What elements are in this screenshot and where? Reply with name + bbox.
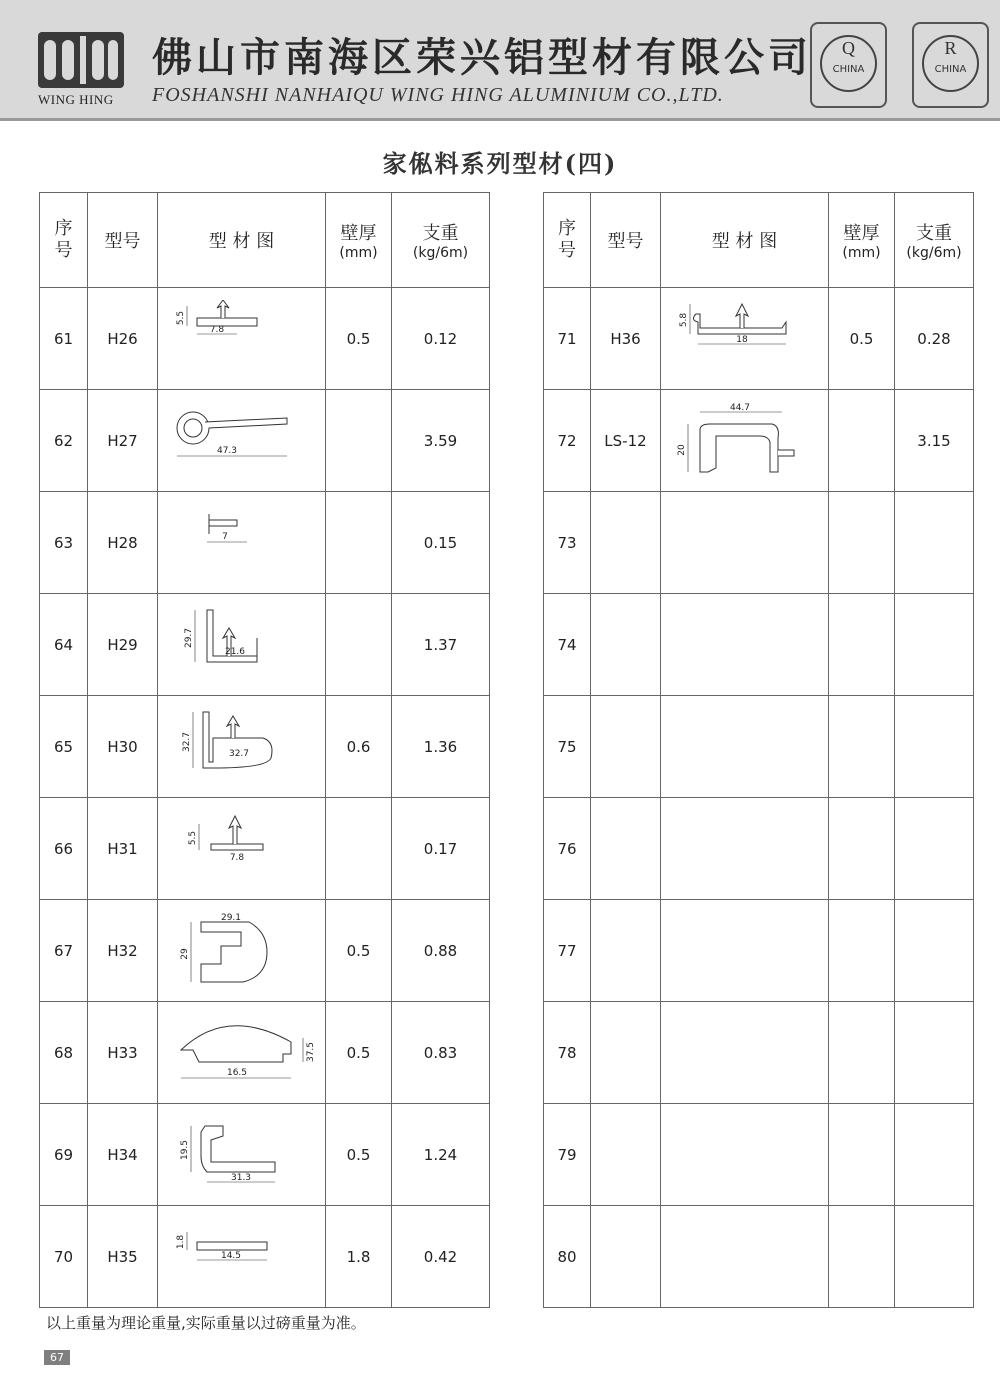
model-cell bbox=[591, 1104, 661, 1206]
drawing-cell bbox=[158, 288, 326, 390]
weight-cell: 0.42 bbox=[392, 1206, 490, 1308]
table-row bbox=[40, 390, 490, 492]
drawing-cell bbox=[661, 798, 829, 900]
dimension-label: 7 bbox=[221, 531, 228, 542]
dimension-label: 31.3 bbox=[230, 1172, 251, 1183]
seq-cell: 62 bbox=[40, 390, 88, 492]
seq-cell: 76 bbox=[544, 798, 591, 900]
model-cell: H31 bbox=[88, 798, 158, 900]
seq-cell: 71 bbox=[544, 288, 591, 390]
seq-cell: 74 bbox=[544, 594, 591, 696]
thickness-cell bbox=[326, 798, 392, 900]
profile-drawing bbox=[167, 1116, 317, 1194]
cert-badge-q bbox=[810, 22, 887, 108]
dimension-label: 1.8 bbox=[175, 1234, 186, 1249]
table-row bbox=[544, 1002, 974, 1104]
profile-drawing bbox=[670, 300, 820, 378]
seq-cell: 78 bbox=[544, 1002, 591, 1104]
thickness-cell: 0.5 bbox=[829, 288, 895, 390]
thickness-cell bbox=[326, 390, 392, 492]
profile-drawing bbox=[167, 912, 317, 990]
weight-cell: 1.24 bbox=[392, 1104, 490, 1206]
seq-cell: 79 bbox=[544, 1104, 591, 1206]
model-cell: LS-12 bbox=[591, 390, 661, 492]
model-cell: H30 bbox=[88, 696, 158, 798]
model-cell: H32 bbox=[88, 900, 158, 1002]
dimension-label: 7.8 bbox=[209, 324, 224, 335]
dimension-label: 7.8 bbox=[229, 852, 244, 863]
thickness-cell bbox=[326, 492, 392, 594]
dimension-label: 21.6 bbox=[224, 646, 245, 657]
weight-cell bbox=[895, 1104, 974, 1206]
model-cell bbox=[591, 492, 661, 594]
thickness-cell bbox=[829, 492, 895, 594]
drawing-cell bbox=[158, 1104, 326, 1206]
thickness-cell bbox=[829, 696, 895, 798]
seq-cell: 68 bbox=[40, 1002, 88, 1104]
cert-letter: Q bbox=[842, 38, 855, 58]
weight-cell bbox=[895, 696, 974, 798]
drawing-cell bbox=[661, 390, 829, 492]
model-cell: H36 bbox=[591, 288, 661, 390]
model-cell bbox=[591, 900, 661, 1002]
cert-letter: R bbox=[944, 38, 957, 58]
thickness-cell: 0.5 bbox=[326, 900, 392, 1002]
dimension-label: 5.8 bbox=[678, 312, 689, 327]
thickness-cell: 0.5 bbox=[326, 1002, 392, 1104]
weight-cell: 0.88 bbox=[392, 900, 490, 1002]
dimension-label: 5.5 bbox=[187, 830, 198, 845]
thickness-cell bbox=[829, 390, 895, 492]
drawing-cell bbox=[158, 696, 326, 798]
company-logo bbox=[38, 32, 124, 88]
table-row bbox=[544, 1206, 974, 1308]
profile-drawing bbox=[167, 810, 317, 888]
thickness-cell bbox=[326, 594, 392, 696]
dimension-label: 37.5 bbox=[305, 1041, 316, 1062]
drawing-cell bbox=[158, 798, 326, 900]
weight-cell: 3.15 bbox=[895, 390, 974, 492]
drawing-cell bbox=[158, 390, 326, 492]
weight-cell bbox=[895, 900, 974, 1002]
table-row bbox=[544, 492, 974, 594]
model-cell: H33 bbox=[88, 1002, 158, 1104]
drawing-cell bbox=[661, 1104, 829, 1206]
col-weight: 支重 (kg/6m) bbox=[895, 193, 974, 288]
model-cell bbox=[591, 1206, 661, 1308]
thickness-cell bbox=[829, 900, 895, 1002]
drawing-cell bbox=[158, 594, 326, 696]
col-model: 型号 bbox=[591, 193, 661, 288]
table-row bbox=[544, 594, 974, 696]
table-row bbox=[544, 390, 974, 492]
profile-drawing bbox=[167, 504, 317, 582]
weight-cell bbox=[895, 594, 974, 696]
seq-cell: 61 bbox=[40, 288, 88, 390]
dimension-label: 29 bbox=[179, 947, 190, 960]
table-header-row bbox=[40, 193, 490, 288]
model-cell bbox=[591, 696, 661, 798]
drawing-cell bbox=[158, 1002, 326, 1104]
table-row bbox=[40, 1104, 490, 1206]
weight-cell bbox=[895, 1206, 974, 1308]
drawing-cell bbox=[661, 1002, 829, 1104]
page-number: 67 bbox=[44, 1350, 70, 1365]
dimension-label: 14.5 bbox=[220, 1250, 241, 1261]
model-cell bbox=[591, 1002, 661, 1104]
seq-cell: 70 bbox=[40, 1206, 88, 1308]
dimension-label: 44.7 bbox=[729, 402, 750, 413]
dimension-label: 47.3 bbox=[216, 445, 237, 456]
table-row bbox=[40, 900, 490, 1002]
thickness-cell: 0.5 bbox=[326, 1104, 392, 1206]
dimension-label: 32.7 bbox=[181, 731, 192, 752]
model-cell: H27 bbox=[88, 390, 158, 492]
dimension-label: 16.5 bbox=[226, 1067, 247, 1078]
weight-cell: 1.36 bbox=[392, 696, 490, 798]
drawing-cell bbox=[661, 1206, 829, 1308]
profile-drawing bbox=[167, 708, 317, 786]
weight-cell: 3.59 bbox=[392, 390, 490, 492]
company-name-en: FOSHANSHI NANHAIQU WING HING ALUMINIUM CO.,LTD. bbox=[152, 84, 724, 106]
profile-drawing bbox=[670, 402, 820, 480]
cert-badge-r bbox=[912, 22, 989, 108]
table-row bbox=[544, 1104, 974, 1206]
table-row bbox=[40, 696, 490, 798]
col-weight: 支重 (kg/6m) bbox=[392, 193, 490, 288]
weight-cell bbox=[895, 1002, 974, 1104]
seq-cell: 75 bbox=[544, 696, 591, 798]
dimension-label: 18 bbox=[735, 334, 748, 345]
weight-cell: 1.37 bbox=[392, 594, 490, 696]
footer-note: 以上重量为理论重量,实际重量以过磅重量为准。 bbox=[46, 1314, 366, 1332]
profile-drawing bbox=[167, 1218, 317, 1296]
profile-drawing bbox=[167, 606, 317, 684]
dimension-label: 5.5 bbox=[175, 310, 186, 325]
table-row bbox=[40, 1002, 490, 1104]
drawing-cell bbox=[661, 594, 829, 696]
dimension-label: 29.1 bbox=[220, 912, 241, 923]
weight-cell: 0.17 bbox=[392, 798, 490, 900]
model-cell: H28 bbox=[88, 492, 158, 594]
col-drawing: 型 材 图 bbox=[158, 193, 326, 288]
table-row bbox=[544, 900, 974, 1002]
table-row bbox=[40, 288, 490, 390]
seq-cell: 80 bbox=[544, 1206, 591, 1308]
profile-drawing bbox=[167, 300, 317, 378]
weight-cell bbox=[895, 492, 974, 594]
model-cell bbox=[591, 594, 661, 696]
model-cell: H34 bbox=[88, 1104, 158, 1206]
drawing-cell bbox=[661, 900, 829, 1002]
seq-cell: 69 bbox=[40, 1104, 88, 1206]
table-header-row bbox=[544, 193, 974, 288]
weight-cell: 0.15 bbox=[392, 492, 490, 594]
thickness-cell bbox=[829, 1104, 895, 1206]
seq-cell: 66 bbox=[40, 798, 88, 900]
thickness-cell bbox=[829, 594, 895, 696]
table-row bbox=[544, 798, 974, 900]
thickness-cell: 0.5 bbox=[326, 288, 392, 390]
col-drawing: 型 材 图 bbox=[661, 193, 829, 288]
drawing-cell bbox=[661, 288, 829, 390]
thickness-cell: 1.8 bbox=[326, 1206, 392, 1308]
drawing-cell bbox=[158, 492, 326, 594]
table-row bbox=[40, 594, 490, 696]
weight-cell bbox=[895, 798, 974, 900]
dimension-label: 20 bbox=[676, 443, 687, 456]
drawing-cell bbox=[661, 492, 829, 594]
model-cell: H29 bbox=[88, 594, 158, 696]
cert-country: CHINA bbox=[832, 64, 865, 75]
weight-cell: 0.12 bbox=[392, 288, 490, 390]
col-thickness: 壁厚 (mm) bbox=[326, 193, 392, 288]
dimension-label: 32.7 bbox=[228, 748, 249, 759]
seq-cell: 63 bbox=[40, 492, 88, 594]
logo-text: WING HING bbox=[38, 92, 114, 107]
page-title: 家俬料系列型材(四) bbox=[382, 149, 618, 178]
model-cell: H35 bbox=[88, 1206, 158, 1308]
page-header bbox=[0, 0, 1000, 121]
table-row bbox=[40, 1206, 490, 1308]
drawing-cell bbox=[158, 900, 326, 1002]
seq-cell: 72 bbox=[544, 390, 591, 492]
drawing-cell bbox=[661, 696, 829, 798]
drawing-cell bbox=[158, 1206, 326, 1308]
thickness-cell: 0.6 bbox=[326, 696, 392, 798]
dimension-label: 29.7 bbox=[183, 627, 194, 648]
profile-table-left bbox=[39, 192, 490, 1308]
profile-drawing bbox=[167, 402, 317, 480]
profile-drawing bbox=[167, 1014, 317, 1092]
seq-cell: 67 bbox=[40, 900, 88, 1002]
weight-cell: 0.28 bbox=[895, 288, 974, 390]
col-seq: 序号 bbox=[544, 193, 591, 288]
cert-country: CHINA bbox=[934, 64, 967, 75]
seq-cell: 73 bbox=[544, 492, 591, 594]
table-row bbox=[544, 696, 974, 798]
col-thickness: 壁厚 (mm) bbox=[829, 193, 895, 288]
weight-cell: 0.83 bbox=[392, 1002, 490, 1104]
table-row bbox=[40, 492, 490, 594]
thickness-cell bbox=[829, 1002, 895, 1104]
model-cell bbox=[591, 798, 661, 900]
thickness-cell bbox=[829, 1206, 895, 1308]
company-name-cn: 佛山市南海区荣兴铝型材有限公司 bbox=[152, 34, 812, 81]
profile-table-right bbox=[543, 192, 974, 1308]
thickness-cell bbox=[829, 798, 895, 900]
dimension-label: 19.5 bbox=[179, 1139, 190, 1160]
model-cell: H26 bbox=[88, 288, 158, 390]
col-seq: 序号 bbox=[40, 193, 88, 288]
table-row bbox=[544, 288, 974, 390]
seq-cell: 64 bbox=[40, 594, 88, 696]
seq-cell: 65 bbox=[40, 696, 88, 798]
col-model: 型号 bbox=[88, 193, 158, 288]
table-row bbox=[40, 798, 490, 900]
seq-cell: 77 bbox=[544, 900, 591, 1002]
